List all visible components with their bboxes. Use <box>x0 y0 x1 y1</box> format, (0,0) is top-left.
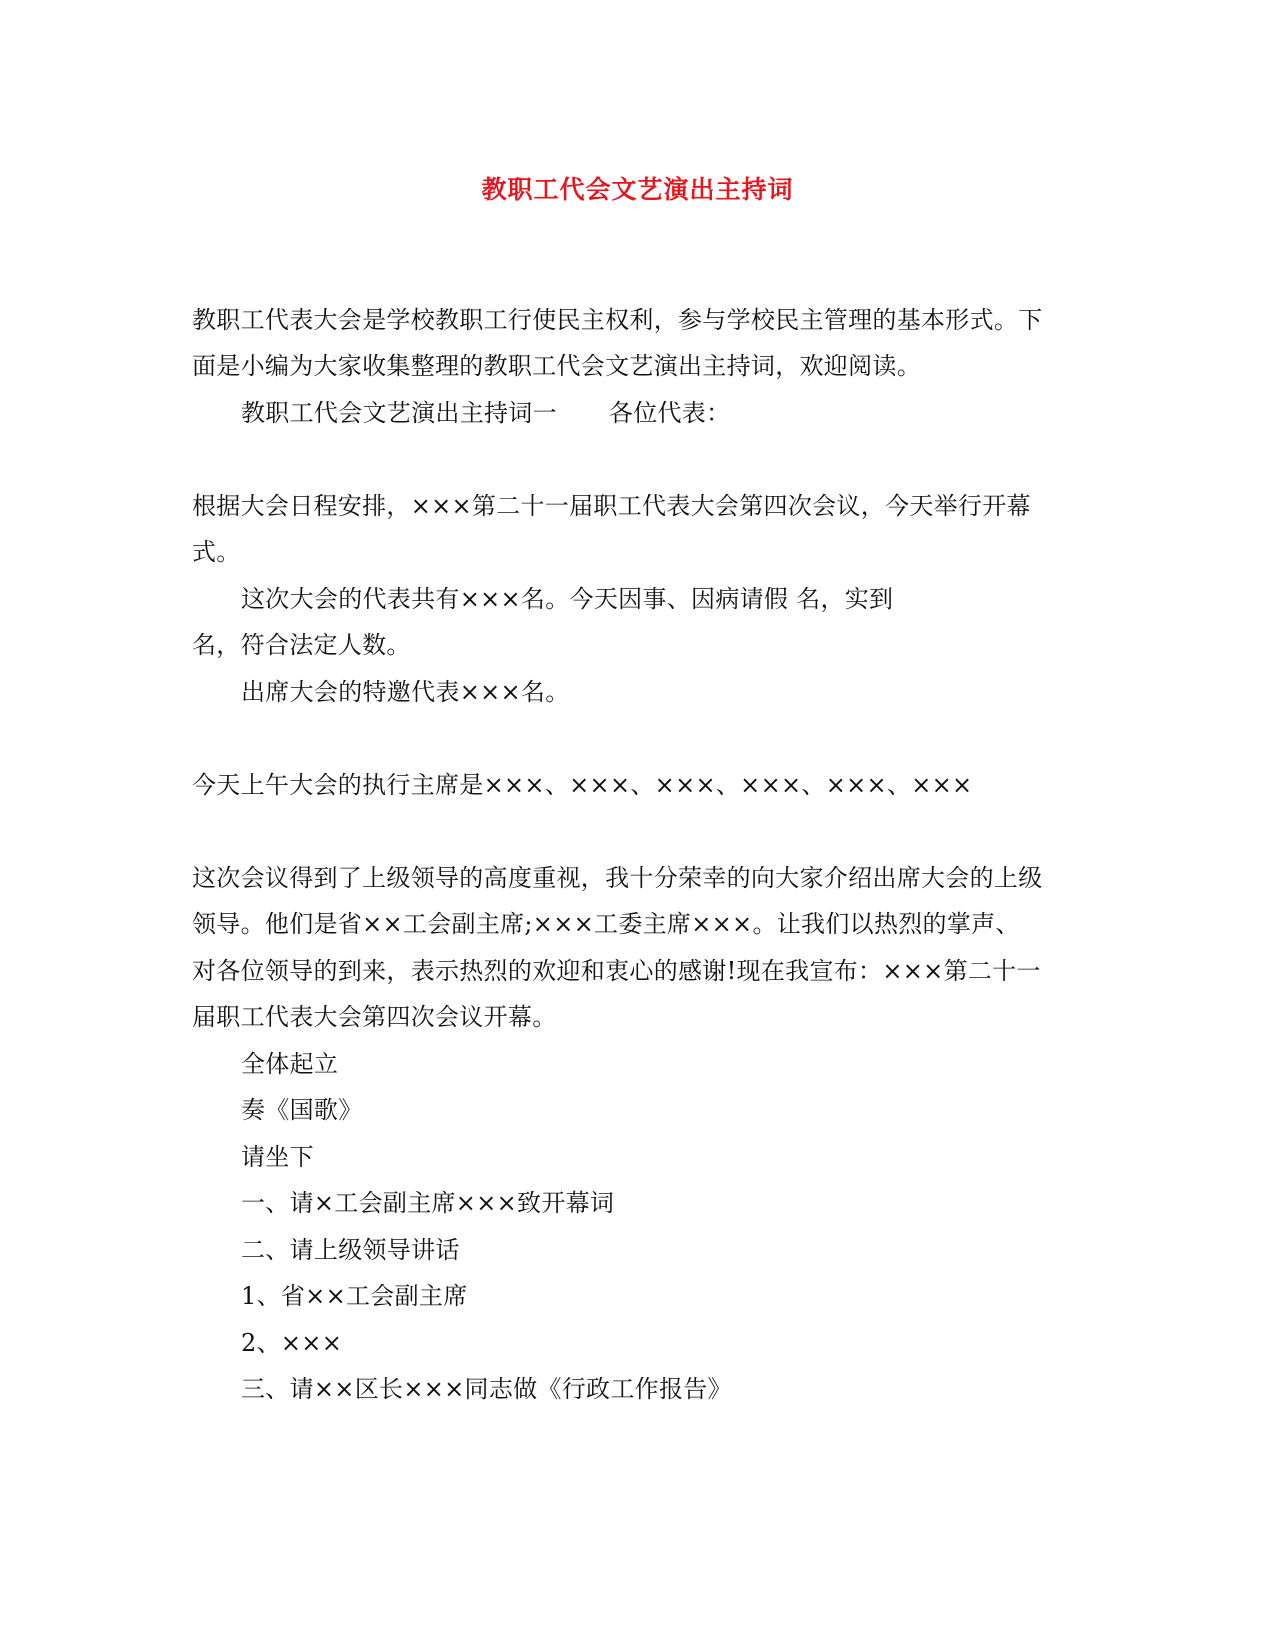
section-heading: 教职工代会文艺演出主持词一 <box>241 399 557 427</box>
leaders-line-4: 届职工代表大会第四次会议开幕。 <box>192 1003 557 1031</box>
agenda-item: 奏《国歌》 <box>241 1096 363 1124</box>
count-line-1: 这次大会的代表共有×××名。今天因事、因病请假 名，实到 <box>241 585 894 613</box>
schedule-line-2: 式。 <box>192 538 241 566</box>
agenda-item: 请坐下 <box>241 1143 314 1171</box>
leaders-line-3: 对各位领导的到来，表示热烈的欢迎和衷心的感谢!现在我宣布：×××第二十一 <box>192 957 1041 985</box>
section-heading-row <box>241 397 730 429</box>
agenda-item: 2、××× <box>241 1329 343 1357</box>
agenda-item: 全体起立 <box>241 1050 339 1078</box>
count-line-2: 名，符合法定人数。 <box>192 631 411 659</box>
document-title: 教职工代会文艺演出主持词 <box>481 175 794 204</box>
leaders-line-2: 领导。他们是省××工会副主席;×××工委主席×××。让我们以热烈的掌声、 <box>192 910 1020 938</box>
guests-line: 出席大会的特邀代表×××名。 <box>241 678 570 706</box>
agenda-item: 1、省××工会副主席 <box>241 1282 468 1310</box>
salutation: 各位代表： <box>608 399 731 427</box>
agenda-item: 二、请上级领导讲话 <box>241 1236 460 1264</box>
agenda-item: 一、请×工会副主席×××致开幕词 <box>241 1189 615 1217</box>
leaders-line-1: 这次会议得到了上级领导的高度重视，我十分荣幸的向大家介绍出席大会的上级 <box>192 864 1043 892</box>
intro-line-1: 教职工代表大会是学校教职工行使民主权利，参与学校民主管理的基本形式。下 <box>192 306 1043 334</box>
schedule-line-1: 根据大会日程安排，×××第二十一届职工代表大会第四次会议，今天举行开幕 <box>192 492 1031 520</box>
intro-line-2: 面是小编为大家收集整理的教职工代会文艺演出主持词，欢迎阅读。 <box>192 352 921 380</box>
chairs-line: 今天上午大会的执行主席是×××、×××、×××、×××、×××、××× <box>192 771 973 799</box>
agenda-item: 三、请××区长×××同志做《行政工作报告》 <box>241 1375 732 1403</box>
